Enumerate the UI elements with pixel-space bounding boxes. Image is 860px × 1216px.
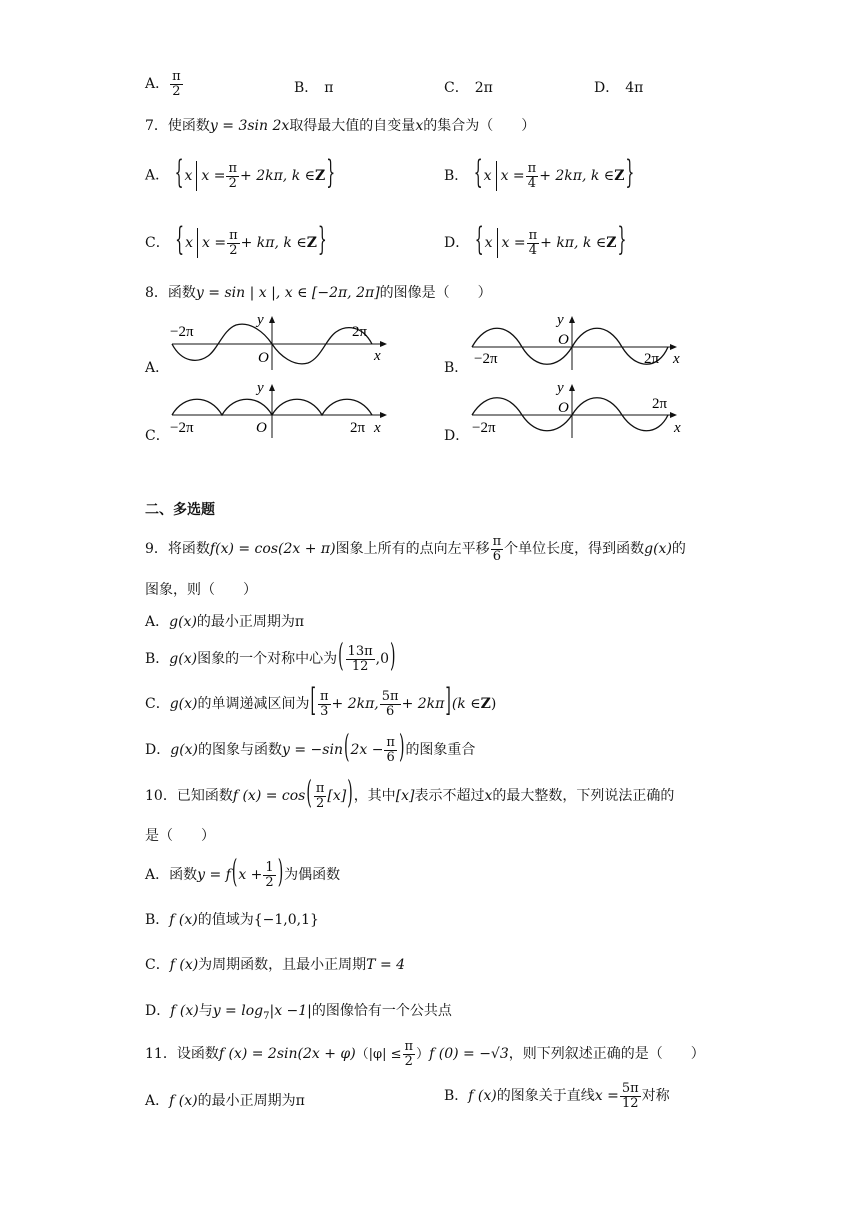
q7-c-label: C． bbox=[145, 235, 170, 251]
q7-d-rbrace: } bbox=[617, 222, 627, 260]
q9-c-text: 的单调递减区间为 bbox=[197, 696, 310, 713]
q7-a-set: Z bbox=[315, 168, 326, 184]
q10-d-abs: |x −1| bbox=[269, 1003, 312, 1019]
q7-stem-post: 的集合为（ ） bbox=[423, 118, 536, 134]
q9-c-n1: π bbox=[319, 689, 329, 704]
q7-c-frac bbox=[227, 229, 240, 257]
q7-d-lbrace: { bbox=[474, 222, 484, 260]
q10-d-f: f (x) bbox=[170, 1003, 199, 1019]
q8-a-y-arrow bbox=[269, 316, 275, 323]
q7-a-rbrace: } bbox=[326, 155, 336, 193]
q9-d-den: 6 bbox=[386, 749, 395, 765]
q7-a-label: A． bbox=[145, 167, 170, 184]
q7-a-lbrace: { bbox=[174, 155, 184, 193]
q11-b-num: 5π bbox=[621, 1081, 639, 1096]
q8-d-x-arrow bbox=[670, 412, 677, 418]
q10-stem-bx2: [x] bbox=[395, 788, 415, 805]
q7-d-bar bbox=[497, 228, 498, 258]
q8-d-left-tick: −2π bbox=[472, 420, 496, 436]
q8-a-axis-y: y bbox=[257, 312, 264, 328]
q9-c-d2: 6 bbox=[386, 703, 395, 719]
q7-c-bar bbox=[197, 228, 198, 258]
q10-stem-line2: 是（ ） bbox=[145, 828, 215, 844]
q8-d-right-tick: 2π bbox=[652, 396, 668, 412]
q10-stem bbox=[145, 776, 675, 813]
q7-b-set: Z bbox=[614, 168, 625, 184]
q7-b-den: 4 bbox=[527, 175, 537, 191]
q9-c-n2: 5π bbox=[381, 689, 399, 704]
q9-stem-f: f(x) = cos(2x + π) bbox=[209, 541, 336, 558]
q11-a-text: 的最小正周期为π bbox=[197, 1093, 305, 1109]
q7-a-rest: + 2kπ, k ∈ bbox=[240, 168, 316, 184]
q8-d-origin: O bbox=[558, 400, 569, 416]
q9-b-frac bbox=[346, 645, 375, 673]
q9-stem bbox=[145, 535, 686, 563]
q6-b-label: B． bbox=[294, 80, 319, 96]
q9-c-frac1 bbox=[318, 690, 331, 718]
q7-stem bbox=[145, 118, 535, 136]
q11-b-frac bbox=[620, 1082, 641, 1110]
q9-d-inner: 2x − bbox=[350, 742, 384, 759]
q10-stem-bx: [x] bbox=[327, 788, 347, 805]
q6-c-label: C． bbox=[444, 80, 469, 96]
q10-stem-frac bbox=[314, 782, 327, 810]
q8-b-axis-x: x bbox=[673, 351, 680, 367]
q9-c-close: ) bbox=[490, 696, 497, 713]
q10-a-lparen: ( bbox=[231, 855, 238, 892]
q7-b-x: x bbox=[483, 168, 492, 184]
q10-c-text: 为周期函数，且最小正周期 bbox=[198, 957, 367, 973]
q11-a-f: f (x) bbox=[169, 1093, 198, 1109]
q8-a-axis-x: x bbox=[374, 348, 381, 364]
q8-d-label: D． bbox=[444, 428, 470, 444]
q9-b-num: 13π bbox=[347, 644, 373, 659]
q9-d-label: D． bbox=[145, 742, 171, 759]
q6-option-b bbox=[294, 80, 334, 98]
q10-a-x: x + bbox=[238, 867, 263, 884]
q7-b-rbrace: } bbox=[625, 155, 635, 193]
q9-d-frac bbox=[384, 736, 397, 764]
q9-c-end: + 2kπ bbox=[401, 696, 445, 713]
q8-c-right-tick: 2π bbox=[350, 420, 366, 436]
q7-d-rest: + kπ, k ∈ bbox=[540, 235, 607, 251]
q8-stem-pre: 8．函数 bbox=[145, 285, 196, 301]
q11-b-f: f (x) bbox=[468, 1088, 497, 1105]
q7-d-set: Z bbox=[606, 235, 617, 251]
q9-a-text: 的最小正周期为π bbox=[196, 614, 305, 630]
q9-d-post: 的图象重合 bbox=[405, 742, 476, 759]
q9-c-d1: 3 bbox=[320, 703, 329, 719]
q10-c-f: f (x) bbox=[169, 957, 199, 973]
q11-stem-frac bbox=[403, 1040, 416, 1068]
q8-c-x-arrow bbox=[380, 412, 387, 418]
q8-graph-a bbox=[168, 312, 398, 372]
q8-a-origin: O bbox=[258, 350, 269, 366]
q9-d-num: π bbox=[386, 735, 395, 750]
q8-graph-b bbox=[468, 312, 698, 372]
q10-b-label: B． bbox=[145, 912, 170, 928]
q7-b-num: π bbox=[527, 160, 537, 176]
q9-shift-den: 6 bbox=[492, 548, 501, 564]
q8-b-left-tick: −2π bbox=[474, 351, 498, 367]
q9-stem-mid2: 个单位长度，得到函数 bbox=[504, 541, 645, 558]
q10-b-text: 的值域为 bbox=[197, 912, 254, 928]
q8-stem bbox=[145, 285, 492, 303]
q10-c-label: C． bbox=[145, 957, 170, 973]
q8-b-axis-y: y bbox=[557, 312, 564, 328]
q8-graph-d bbox=[468, 380, 698, 440]
q10-stem-den: 2 bbox=[315, 795, 325, 811]
q11-b-den: 12 bbox=[621, 1095, 639, 1111]
q6-option-a bbox=[145, 70, 184, 98]
q9-b-label: B． bbox=[145, 651, 170, 668]
q7-stem-mid: 取得最大值的自变量 bbox=[289, 118, 416, 134]
q7-c-rest: + kπ, k ∈ bbox=[240, 235, 307, 251]
q8-a-left-tick: −2π bbox=[170, 324, 194, 340]
q8-a-right-tick: 2π bbox=[352, 324, 368, 340]
q10-stem-x: x bbox=[484, 788, 493, 805]
q7-d-num: π bbox=[528, 227, 538, 243]
q9-b-den: 12 bbox=[351, 658, 369, 674]
q9-d-text: 的图象与函数 bbox=[198, 742, 283, 759]
q8-stem-post: 的图像是（ ） bbox=[379, 285, 492, 301]
q7-a-num: π bbox=[228, 160, 238, 176]
q10-a-label: A． bbox=[145, 867, 170, 884]
q9-shift-frac bbox=[491, 535, 504, 563]
q8-c-axis-x: x bbox=[374, 420, 381, 436]
q9-c-rbracket: ] bbox=[445, 684, 451, 721]
q11-option-a bbox=[145, 1093, 305, 1111]
q6-a-fraction bbox=[170, 70, 183, 98]
q11-option-b bbox=[444, 1082, 670, 1110]
q11-stem-num: π bbox=[404, 1039, 414, 1054]
q7-a-den: 2 bbox=[228, 175, 237, 191]
q10-stem-f: f (x) = cos bbox=[232, 788, 306, 805]
q9-c-g: g(x) bbox=[169, 696, 198, 713]
q11-stem-den: 2 bbox=[404, 1053, 413, 1069]
q8-a-x-arrow bbox=[380, 341, 387, 347]
q7-b-lbrace: { bbox=[473, 155, 483, 193]
q8-d-curve bbox=[472, 398, 668, 431]
q10-a-den: 2 bbox=[265, 874, 274, 890]
q10-stem-num: π bbox=[315, 781, 325, 796]
q10-a-text: 函数 bbox=[169, 867, 198, 884]
q9-option-d bbox=[145, 730, 476, 767]
q9-c-lbracket: [ bbox=[310, 684, 316, 721]
q8-graph-c bbox=[168, 380, 398, 440]
q7-c-lbrace: { bbox=[175, 222, 185, 260]
q6-a-den: 2 bbox=[172, 83, 181, 99]
q7-d-x: x bbox=[484, 235, 493, 251]
q11-stem-f: f (x) = 2sin(2x + φ) bbox=[218, 1046, 356, 1063]
q6-d-label: D． bbox=[594, 80, 620, 96]
q11-b-label: B． bbox=[444, 1088, 469, 1105]
q7-option-c bbox=[145, 222, 328, 260]
q9-b-text: 图象的一个对称中心为 bbox=[197, 651, 338, 668]
q10-c-T: T = 4 bbox=[366, 957, 406, 973]
q6-option-d bbox=[594, 80, 643, 98]
q7-b-rest: + 2kπ, k ∈ bbox=[539, 168, 615, 184]
q7-option-d bbox=[444, 222, 627, 260]
q7-stem-var: x bbox=[415, 118, 424, 134]
q7-d-den: 4 bbox=[528, 242, 537, 258]
q10-d-post: 的图像恰有一个公共点 bbox=[311, 1003, 452, 1019]
q7-b-frac bbox=[526, 162, 539, 190]
q9-shift-num: π bbox=[492, 534, 502, 549]
q7-c-set: Z bbox=[306, 235, 317, 251]
q9-stem-mid: 图象上所有的点向左平移 bbox=[335, 541, 490, 558]
q9-d-g: g(x) bbox=[170, 742, 199, 759]
q6-option-c bbox=[444, 80, 493, 98]
q9-stem-pre: 9．将函数 bbox=[145, 541, 210, 558]
q7-option-a bbox=[145, 155, 336, 193]
q9-b-rparen: ) bbox=[390, 639, 396, 676]
q7-c-rbrace: } bbox=[317, 222, 327, 260]
q9-a-g: g(x) bbox=[169, 614, 197, 630]
q8-b-x-arrow bbox=[670, 344, 677, 350]
q11-stem bbox=[145, 1040, 705, 1068]
q8-c-y-arrow bbox=[269, 384, 275, 391]
q7-option-b bbox=[444, 155, 635, 193]
q10-option-a bbox=[145, 855, 341, 892]
q9-c-k: (k ∈ bbox=[451, 696, 481, 713]
q9-stem-g: g(x) bbox=[644, 541, 672, 558]
q7-a-x: x bbox=[184, 168, 193, 184]
q11-stem-pre: 11．设函数 bbox=[145, 1046, 219, 1063]
q6-b-value: π bbox=[324, 80, 334, 96]
q7-c-num: π bbox=[229, 227, 238, 243]
q7-b-lhs: x = bbox=[500, 168, 525, 184]
q8-c-left-tick: −2π bbox=[170, 420, 194, 436]
q11-b-text: 的图象关于直线 bbox=[496, 1088, 595, 1105]
q10-stem-mid: ，其中 bbox=[353, 788, 396, 805]
q8-d-y-arrow bbox=[569, 384, 575, 391]
q8-b-curve bbox=[472, 328, 668, 364]
q9-option-c bbox=[145, 684, 497, 721]
q9-c-set: Z bbox=[480, 696, 491, 713]
q7-a-frac bbox=[226, 162, 239, 190]
q10-rparen: ) bbox=[347, 776, 353, 813]
q7-d-lhs: x = bbox=[501, 235, 526, 251]
q10-option-b bbox=[145, 912, 319, 930]
q7-b-bar bbox=[496, 161, 497, 191]
q8-c-origin: O bbox=[256, 420, 267, 436]
q8-a-label: A． bbox=[145, 360, 170, 376]
section-title: 二、多选题 bbox=[145, 502, 215, 518]
q7-stem-pre: 7．使函数 bbox=[145, 118, 210, 134]
q8-b-right-tick: 2π bbox=[644, 351, 660, 367]
q7-b-label: B． bbox=[444, 168, 469, 184]
q10-a-post: 为偶函数 bbox=[284, 867, 341, 884]
q8-d-axis-x: x bbox=[674, 420, 681, 436]
q9-option-a bbox=[145, 614, 304, 632]
q7-stem-func: y = 3sin 2x bbox=[209, 118, 290, 134]
q7-c-den: 2 bbox=[229, 242, 238, 258]
q10-d-y: y = log bbox=[212, 1003, 264, 1019]
q9-d-lparen: ( bbox=[343, 730, 350, 767]
q11-a-label: A． bbox=[145, 1093, 170, 1109]
q8-b-origin: O bbox=[558, 332, 569, 348]
q11-b-x: x = bbox=[594, 1088, 619, 1105]
q11-cond-pre: （|φ| ≤ bbox=[355, 1047, 402, 1063]
q9-b-rest: ,0 bbox=[375, 651, 389, 668]
q10-b-set: {−1,0,1} bbox=[253, 912, 319, 928]
q8-c-axis-y: y bbox=[257, 380, 264, 396]
q6-c-value: 2π bbox=[474, 80, 493, 96]
q7-c-x: x bbox=[185, 235, 193, 251]
q10-lparen: ( bbox=[306, 776, 312, 813]
q10-stem-pre: 10．已知函数 bbox=[145, 788, 233, 805]
q10-a-rparen: ) bbox=[277, 855, 284, 892]
q9-b-lparen: ( bbox=[338, 639, 344, 676]
q9-d-y: y = −sin bbox=[282, 742, 343, 759]
q8-c-label: C． bbox=[145, 428, 170, 444]
q10-b-f: f (x) bbox=[169, 912, 198, 928]
q9-option-b bbox=[145, 639, 396, 676]
q10-stem-post: 的最大整数，下列说法正确的 bbox=[492, 788, 675, 805]
q7-c-lhs: x = bbox=[202, 235, 227, 251]
q9-c-frac2 bbox=[380, 690, 401, 718]
q10-a-frac bbox=[263, 861, 275, 889]
q10-d-text: 与 bbox=[198, 1003, 213, 1019]
q7-a-bar bbox=[196, 161, 197, 191]
q6-a-label: A． bbox=[145, 76, 170, 93]
q6-d-value: 4π bbox=[625, 80, 644, 96]
q8-b-label: B． bbox=[444, 360, 469, 376]
q10-a-y: y = f bbox=[197, 867, 231, 884]
q11-cond-post: ） bbox=[416, 1047, 430, 1063]
q10-a-num: 1 bbox=[265, 860, 274, 875]
q10-option-d bbox=[145, 1003, 452, 1023]
q6-a-num: π bbox=[172, 69, 181, 84]
q8-stem-func: y = sin | x |, x ∈ [−2π, 2π] bbox=[195, 285, 380, 301]
q9-b-g: g(x) bbox=[169, 651, 198, 668]
q10-stem-mid2: 表示不超过 bbox=[414, 788, 485, 805]
q11-stem-f0: f (0) = −√3 bbox=[429, 1046, 509, 1063]
q7-a-lhs: x = bbox=[201, 168, 226, 184]
q10-option-c bbox=[145, 957, 405, 975]
q9-stem-post: 的 bbox=[671, 541, 686, 558]
q9-d-rparen: ) bbox=[398, 730, 405, 767]
q8-d-axis-y: y bbox=[557, 380, 564, 396]
q7-d-frac bbox=[527, 229, 540, 257]
q11-stem-post: ，则下列叙述正确的是（ ） bbox=[508, 1046, 705, 1063]
q9-c-label: C． bbox=[145, 696, 170, 713]
q9-c-mid: + 2kπ, bbox=[331, 696, 379, 713]
q11-b-post: 对称 bbox=[641, 1088, 670, 1105]
q9-a-label: A． bbox=[145, 614, 170, 630]
q9-stem-line2: 图象，则（ ） bbox=[145, 582, 257, 598]
q10-d-label: D． bbox=[145, 1003, 171, 1019]
q10-d-sub: 7 bbox=[263, 1010, 270, 1022]
q8-b-y-arrow bbox=[569, 316, 575, 323]
q7-d-label: D． bbox=[444, 235, 470, 251]
